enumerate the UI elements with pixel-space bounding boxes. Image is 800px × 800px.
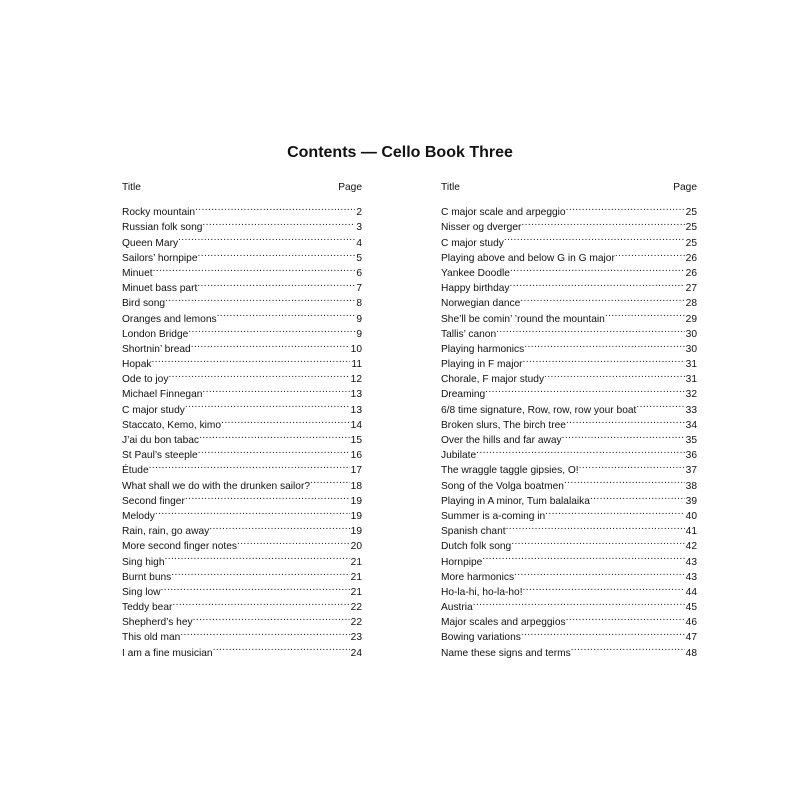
toc-entry-page: 40 [685, 510, 697, 522]
toc-entry-title: Song of the Volga boatmen [441, 480, 564, 492]
toc-entry-page: 37 [685, 465, 697, 477]
toc-entry-title: C major study [122, 404, 185, 416]
dot-leader [506, 519, 685, 534]
dot-leader [615, 246, 685, 261]
toc-entry-page: 21 [350, 556, 362, 568]
toc-entry-title: Chorale, F major study [441, 374, 545, 386]
dot-leader [202, 215, 355, 230]
toc-entry-title: Summer is a-coming in [441, 510, 546, 522]
toc-entry-page: 7 [356, 283, 362, 295]
dot-leader [476, 443, 685, 458]
toc-entry-page: 22 [350, 617, 362, 629]
toc-list [122, 200, 362, 659]
dot-leader [523, 352, 685, 367]
dot-leader [566, 413, 685, 428]
dot-leader [473, 595, 685, 610]
toc-entry [122, 200, 362, 219]
toc-entry-title: Yankee Doodle [441, 267, 510, 279]
toc-entry-title: Hopak [122, 359, 152, 371]
dot-leader [520, 291, 684, 306]
toc-entry-title: This old man [122, 632, 181, 644]
dot-leader [164, 549, 349, 564]
toc-entry-title: Shepherd’s hey [122, 617, 193, 629]
page-header: Page [338, 182, 362, 193]
toc-entry-page: 35 [685, 435, 697, 446]
toc-entry-title: Staccato, Kemo, kimo [122, 419, 222, 431]
toc-entry-title: Playing above and below G in G major [441, 252, 615, 264]
toc-entry-page: 9 [356, 328, 362, 340]
dot-leader [199, 428, 350, 443]
toc-entry [122, 352, 362, 371]
toc-entry [441, 595, 697, 614]
dot-leader [510, 261, 685, 276]
dot-leader [195, 200, 355, 215]
toc-entry-title: Over the hills and far away [441, 435, 562, 446]
toc-entry-page: 46 [685, 617, 697, 629]
toc-entry-page: 11 [351, 359, 362, 371]
toc-entry-title: Nisser og dverger [441, 222, 522, 234]
dot-leader [521, 215, 684, 230]
column-header [122, 181, 362, 195]
page-title: Contents — Cello Book Three [287, 144, 513, 161]
dot-leader [198, 246, 356, 261]
toc-entry-title: The wraggle taggle gipsies, O! [441, 465, 579, 477]
toc-entry-page: 19 [350, 510, 362, 522]
toc-entry-title: Russian folk song [122, 222, 203, 234]
toc-entry-title: Dutch folk song [441, 541, 512, 553]
dot-leader [636, 397, 684, 412]
toc-entry-title: Teddy bear [122, 602, 173, 614]
toc-entry-title: Austria [441, 602, 473, 614]
toc-entry [122, 519, 362, 538]
toc-entry-page: 3 [356, 222, 362, 234]
toc-entry-title: More second finger notes [122, 541, 237, 553]
dot-leader [579, 458, 685, 473]
dot-leader [168, 367, 349, 382]
dot-leader [165, 291, 355, 306]
dot-leader [217, 306, 356, 321]
toc-entry-page: 8 [356, 298, 362, 310]
toc-entry-title: Playing harmonics [441, 343, 525, 355]
dot-leader [172, 595, 349, 610]
dot-leader [310, 473, 350, 488]
toc-entry-page: 34 [685, 419, 697, 431]
toc-entry-title: Sing low [122, 586, 161, 598]
toc-entry-title: Hornpipe [441, 556, 483, 568]
toc-entry-title: Melody [122, 510, 155, 522]
title-header: Title [122, 182, 141, 193]
toc-entry-title: Burnt buns [122, 571, 172, 583]
toc-entry [122, 276, 362, 295]
toc-entry-title: Oranges and lemons [122, 313, 217, 325]
toc-entry-title: St Paul’s steeple [122, 450, 198, 462]
toc-entry-title: Happy birthday [441, 283, 510, 295]
toc-entry-page: 48 [685, 647, 697, 659]
toc-entry-title: She’ll be comin’ ’round the mountain [441, 313, 605, 325]
toc-entry-title: Major scales and arpeggios [441, 617, 566, 629]
dot-leader [496, 322, 685, 337]
dot-leader [571, 640, 685, 655]
toc-entry-page: 39 [685, 495, 697, 507]
toc-entry-page: 33 [685, 404, 697, 416]
toc-entry-page: 2 [356, 207, 362, 219]
dot-leader [605, 306, 685, 321]
toc-entry-title: Ode to joy [122, 374, 169, 386]
toc-entry-title: Michael Finnegan [122, 389, 203, 401]
dot-leader [590, 489, 685, 504]
toc-entry-page: 20 [350, 541, 362, 553]
toc-entry-page: 45 [685, 602, 697, 614]
toc-entry-page: 29 [685, 313, 697, 325]
dot-leader [180, 625, 349, 640]
dot-leader [188, 322, 355, 337]
toc-entry-title: Shortnin’ bread [122, 343, 191, 355]
dot-leader [171, 565, 349, 580]
toc-entry-page: 31 [685, 359, 697, 371]
toc-entry [122, 473, 362, 492]
toc-entry-title: I am a fine musician [122, 647, 213, 659]
toc-entry-page: 22 [350, 602, 362, 614]
dot-leader [153, 261, 356, 276]
toc-entry-page: 41 [685, 526, 697, 538]
toc-entry [441, 443, 697, 462]
toc-entry-title: Bird song [122, 298, 166, 310]
dot-leader [213, 640, 350, 655]
dot-leader [523, 580, 685, 595]
toc-entry-page: 36 [685, 450, 697, 462]
toc-entry-page: 9 [356, 313, 362, 325]
dot-leader [209, 519, 349, 534]
toc-entry-title: Rocky mountain [122, 207, 196, 219]
toc-entry-page: 4 [356, 237, 362, 249]
dot-leader [521, 625, 685, 640]
toc-list [441, 200, 697, 659]
toc-entry-page: 44 [685, 586, 697, 598]
toc-entry-title: C major study [441, 237, 504, 249]
toc-entry-title: Minuet bass part [122, 283, 198, 295]
toc-entry-title: Norwegian dance [441, 298, 521, 310]
toc-entry-page: 21 [350, 571, 362, 583]
toc-entry-page: 38 [685, 480, 697, 492]
toc-entry-page: 32 [685, 389, 697, 401]
dot-leader [198, 443, 350, 458]
toc-entry-page: 30 [685, 328, 697, 340]
toc-entry-page: 28 [685, 298, 697, 310]
toc-entry-page: 27 [685, 283, 697, 295]
toc-column-left [122, 181, 362, 659]
toc-entry-page: 26 [685, 252, 697, 264]
dot-leader [161, 580, 350, 595]
dot-leader [193, 610, 350, 625]
toc-entry-page: 18 [350, 480, 362, 492]
dot-leader [191, 337, 350, 352]
toc-entry-title: 6/8 time signature, Row, row, row your boat [441, 404, 637, 416]
dot-leader [151, 352, 350, 367]
toc-entry-page: 43 [685, 571, 697, 583]
dot-leader [237, 534, 350, 549]
toc-entry-page: 24 [350, 647, 362, 659]
toc-entry [441, 200, 697, 219]
toc-entry-page: 30 [685, 343, 697, 355]
dot-leader [482, 549, 684, 564]
title-header: Title [441, 182, 460, 193]
toc-entry-title: Spanish chant [441, 526, 506, 538]
toc-entry-page: 47 [685, 632, 697, 644]
toc-entry-title: Tallis’ canon [441, 328, 497, 340]
toc-entry-title: Rain, rain, go away [122, 526, 210, 538]
dot-leader [514, 565, 685, 580]
dot-leader [562, 428, 685, 443]
dot-leader [178, 230, 355, 245]
column-header [441, 181, 697, 195]
toc-entry-title: Name these signs and terms [441, 647, 571, 659]
toc-entry-title: Playing in A minor, Tum balalaika [441, 495, 590, 507]
dot-leader [564, 473, 685, 488]
toc-entry [441, 458, 697, 477]
toc-entry-page: 21 [350, 586, 362, 598]
dot-leader [185, 397, 350, 412]
dot-leader [202, 382, 349, 397]
toc-entry-page: 6 [356, 267, 362, 279]
toc-entry-title: More harmonics [441, 571, 515, 583]
dot-leader [149, 458, 350, 473]
toc-entry-title: J’ai du bon tabac [122, 435, 200, 446]
dot-leader [504, 230, 685, 245]
toc-entry-title: C major scale and arpeggio [441, 207, 566, 219]
toc-entry-page: 13 [350, 404, 362, 416]
toc-entry [122, 458, 362, 477]
toc-entry-title: Playing in F major [441, 359, 523, 371]
toc-entry-page: 5 [356, 252, 362, 264]
toc-column-right [441, 181, 697, 659]
toc-entry-page: 19 [350, 526, 362, 538]
toc-entry-title: Minuet [122, 267, 153, 279]
dot-leader [221, 413, 350, 428]
dot-leader [197, 276, 355, 291]
toc-entry-title: Queen Mary [122, 237, 179, 249]
toc-entry-title: Second finger [122, 495, 185, 507]
toc-entry-title: Jubilate [441, 450, 477, 462]
dot-leader [485, 382, 684, 397]
toc-entry-page: 43 [685, 556, 697, 568]
toc-entry-page: 17 [350, 465, 362, 477]
toc-entry [441, 610, 697, 629]
toc-entry-page: 15 [350, 435, 362, 446]
toc-entry-title: Sailors’ hornpipe [122, 252, 198, 264]
toc-entry-page: 13 [350, 389, 362, 401]
toc-entry-title: Ho-la-hi, ho-la-ho! [441, 586, 523, 598]
toc-entry [122, 367, 362, 386]
dot-leader [524, 337, 684, 352]
dot-leader [155, 504, 350, 519]
toc-entry-page: 25 [685, 207, 697, 219]
toc-entry-page: 23 [350, 632, 362, 644]
dot-leader [511, 534, 684, 549]
dot-leader [185, 489, 350, 504]
toc-entry-page: 16 [350, 450, 362, 462]
toc-entry-page: 25 [685, 222, 697, 234]
page-header: Page [673, 182, 697, 193]
toc-entry [122, 504, 362, 522]
toc-entry-title: Sing high [122, 556, 165, 568]
toc-entry-title: Broken slurs, The birch tree [441, 419, 566, 431]
dot-leader [544, 367, 685, 382]
dot-leader [510, 276, 685, 291]
toc-entry-page: 42 [685, 541, 697, 553]
dot-leader [566, 610, 685, 625]
toc-entry-page: 26 [685, 267, 697, 279]
toc-entry-title: Bowing variations [441, 632, 521, 644]
toc-entry-page: 25 [685, 237, 697, 249]
toc-entry-page: 19 [350, 495, 362, 507]
toc-entry-page: 10 [350, 343, 362, 355]
toc-entry-title: Étude [122, 465, 149, 477]
toc-entry-title: Dreaming [441, 389, 486, 401]
toc-entry-page: 12 [350, 374, 362, 386]
toc-entry-title: London Bridge [122, 328, 189, 340]
dot-leader [545, 504, 684, 519]
toc-entry [122, 261, 362, 279]
toc-entry-page: 14 [350, 419, 362, 431]
toc-entry-page: 31 [685, 374, 697, 386]
toc-entry-title: What shall we do with the drunken sailor? [122, 480, 311, 492]
dot-leader [566, 200, 685, 215]
